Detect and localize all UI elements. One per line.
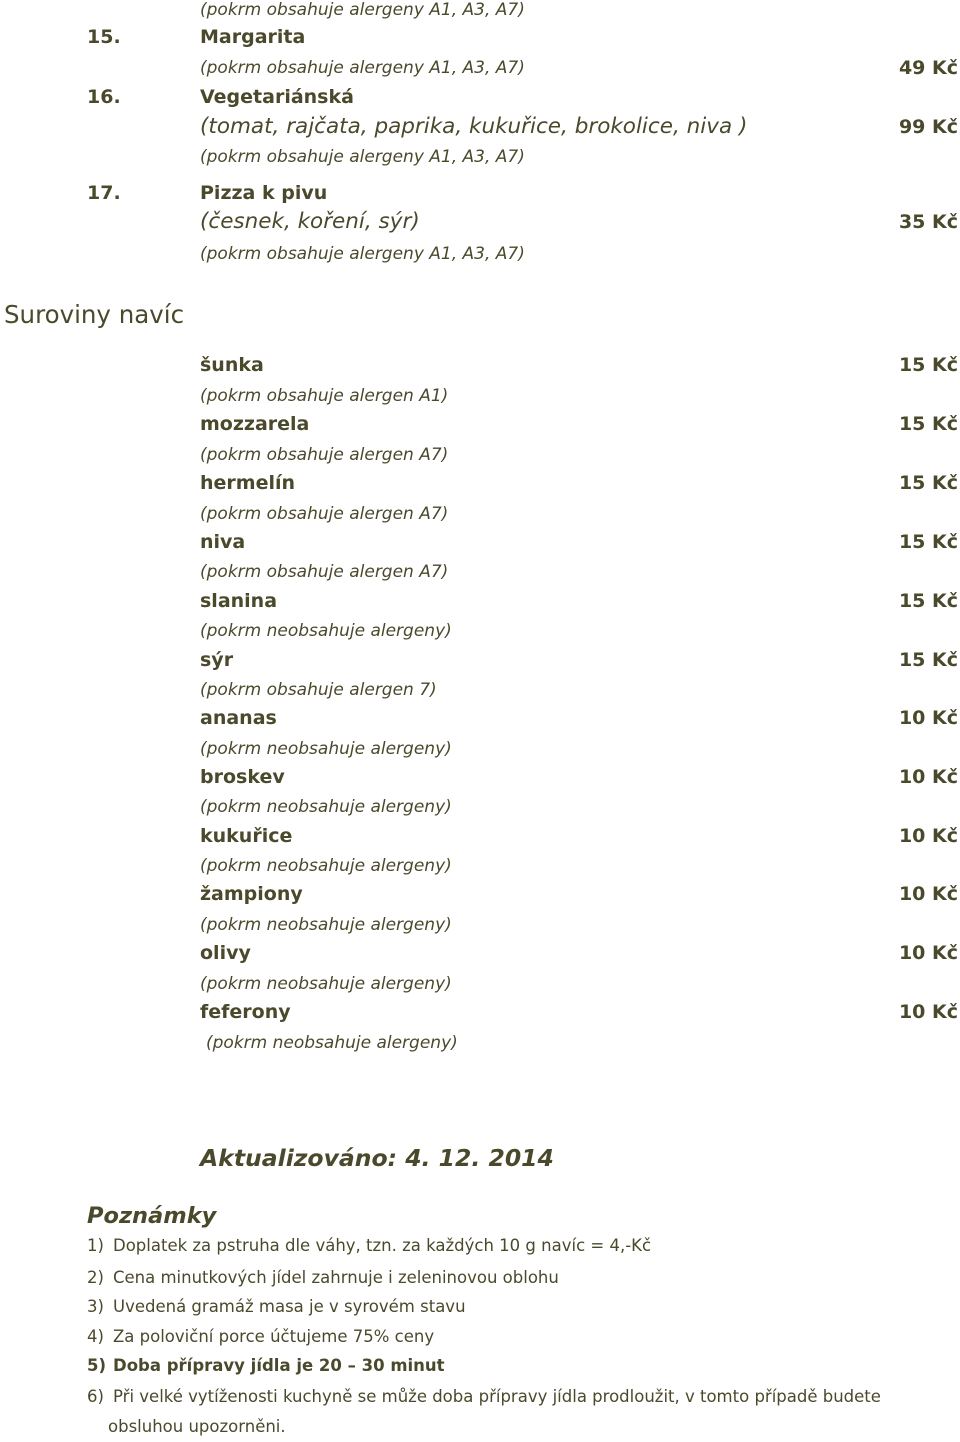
extra-allergens: (pokrm obsahuje alergen A7)	[200, 562, 449, 582]
pizza-allergens: (pokrm obsahuje alergeny A1, A3, A7)	[200, 147, 525, 167]
pizza-allergens-continued: (pokrm obsahuje alergeny A1, A3, A7)	[200, 0, 525, 20]
extra-name: kukuřice	[200, 825, 293, 847]
extra-allergens: (pokrm obsahuje alergen A7)	[200, 445, 449, 465]
note-text: Cena minutkových jídel zahrnuje i zeleninovou oblohu	[113, 1268, 559, 1287]
extra-price: 15 Kč	[898, 413, 958, 435]
extra-price: 15 Kč	[898, 354, 958, 376]
note-text: Doplatek za pstruha dle váhy, tzn. za každých 10 g navíc = 4,-Kč	[113, 1236, 652, 1255]
pizza-name: Margarita	[200, 26, 306, 48]
note-item	[87, 1351, 445, 1381]
pizza-number: 16.	[87, 86, 121, 108]
note-number: 4)	[87, 1327, 104, 1346]
note-text: Za poloviční porce účtujeme 75% ceny	[113, 1327, 435, 1346]
extra-price: 10 Kč	[898, 883, 958, 905]
note-text-continued: obsluhou upozorněni.	[108, 1417, 286, 1436]
extra-allergens: (pokrm neobsahuje alergeny)	[206, 1033, 458, 1053]
pizza-name: Vegetariánská	[200, 86, 354, 108]
note-item	[87, 1292, 466, 1322]
extra-name: feferony	[200, 1001, 291, 1023]
notes-title: Poznámky	[87, 1203, 217, 1229]
note-number: 6)	[87, 1387, 104, 1406]
extra-name: žampiony	[200, 883, 303, 905]
note-number: 3)	[87, 1297, 104, 1316]
extra-allergens: (pokrm neobsahuje alergeny)	[200, 856, 452, 876]
pizza-name: Pizza k pivu	[200, 182, 328, 204]
extra-name: slanina	[200, 590, 278, 612]
extra-allergens: (pokrm obsahuje alergen A7)	[200, 504, 449, 524]
extra-allergens: (pokrm neobsahuje alergeny)	[200, 621, 452, 641]
extra-name: šunka	[200, 354, 264, 376]
pizza-price: 49 Kč	[898, 57, 958, 79]
note-text: Doba přípravy jídla je 20 – 30 minut	[113, 1356, 445, 1375]
extra-allergens: (pokrm obsahuje alergen A1)	[200, 386, 449, 406]
extra-allergens: (pokrm neobsahuje alergeny)	[200, 915, 452, 935]
note-text: Při velké vytíženosti kuchyně se může doba přípravy jídla prodloužit, v tomto případě budete	[113, 1387, 881, 1406]
extra-price: 10 Kč	[898, 825, 958, 847]
extra-allergens: (pokrm neobsahuje alergeny)	[200, 739, 452, 759]
note-number: 2)	[87, 1268, 104, 1287]
extra-price: 15 Kč	[898, 649, 958, 671]
pizza-number: 15.	[87, 26, 121, 48]
extra-allergens: (pokrm neobsahuje alergeny)	[200, 797, 452, 817]
note-text: Uvedená gramáž masa je v syrovém stavu	[113, 1297, 466, 1316]
extra-price: 10 Kč	[898, 707, 958, 729]
pizza-price: 99 Kč	[898, 116, 958, 138]
note-item	[87, 1322, 434, 1352]
pizza-ingredients: (tomat, rajčata, paprika, kukuřice, brokolice, niva )	[200, 114, 748, 139]
pizza-allergens: (pokrm obsahuje alergeny A1, A3, A7)	[200, 244, 525, 264]
extra-name: mozzarela	[200, 413, 310, 435]
note-item	[87, 1231, 651, 1261]
extra-allergens: (pokrm obsahuje alergen 7)	[200, 680, 437, 700]
extra-name: hermelín	[200, 472, 296, 494]
extra-name: sýr	[200, 649, 234, 671]
extra-price: 15 Kč	[898, 590, 958, 612]
extra-price: 15 Kč	[898, 531, 958, 553]
extra-name: broskev	[200, 766, 285, 788]
extras-title: Suroviny navíc	[4, 300, 185, 329]
pizza-price: 35 Kč	[898, 211, 958, 233]
extra-price: 10 Kč	[898, 1001, 958, 1023]
pizza-allergens: (pokrm obsahuje alergeny A1, A3, A7)	[200, 58, 525, 78]
extra-price: 15 Kč	[898, 472, 958, 494]
pizza-ingredients: (česnek, koření, sýr)	[200, 209, 420, 234]
note-item	[87, 1382, 881, 1412]
note-number: 5)	[87, 1356, 107, 1375]
note-item	[87, 1263, 559, 1293]
extra-name: niva	[200, 531, 246, 553]
pizza-number: 17.	[87, 182, 121, 204]
note-number: 1)	[87, 1236, 104, 1255]
extra-price: 10 Kč	[898, 942, 958, 964]
extra-name: olivy	[200, 942, 251, 964]
extra-price: 10 Kč	[898, 766, 958, 788]
extra-allergens: (pokrm neobsahuje alergeny)	[200, 974, 452, 994]
extra-name: ananas	[200, 707, 277, 729]
updated-date: Aktualizováno: 4. 12. 2014	[200, 1144, 554, 1172]
